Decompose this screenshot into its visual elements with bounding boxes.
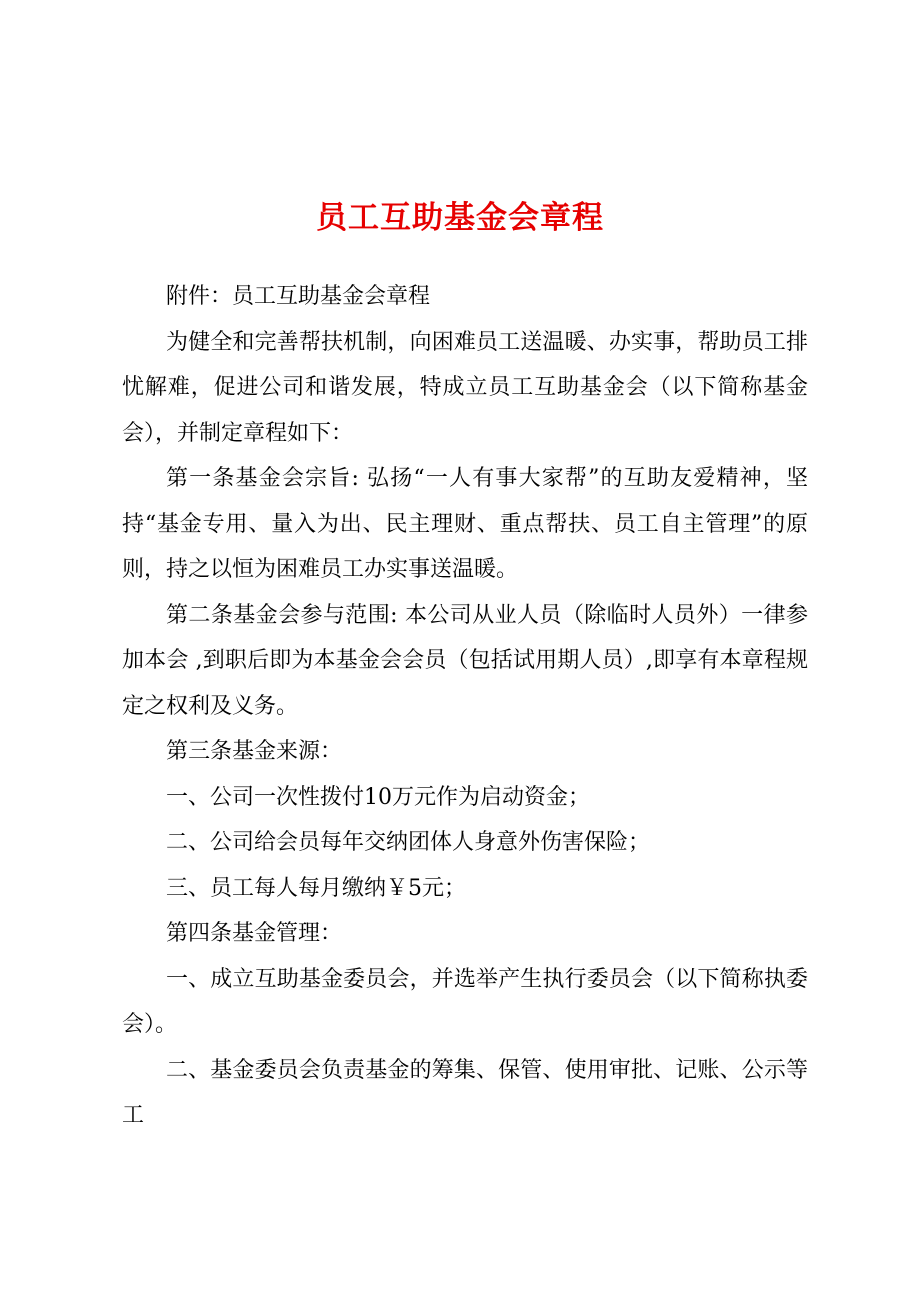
paragraph-article-2: 第二条基金会参与范围: 本公司从业人员（除临时人员外）一律参加本会 ,到职后即为本基金会会员（包括试用期人员）,即享有本章程规定之权利及义务。 [122, 602, 808, 719]
paragraph-attachment: 附件：员工互助基金会章程 [166, 284, 431, 309]
paragraph-article-3-heading: 第三条基金来源： [166, 739, 343, 764]
paragraph-article-4-item-1: 一、成立互助基金委员会，并选举产生执行委员会（以下简称执委会）。 [122, 966, 808, 1037]
paragraph-article-4-heading: 第四条基金管理： [166, 921, 343, 946]
document-body [122, 274, 808, 1139]
paragraph-intro: 为健全和完善帮扶机制，向困难员工送温暖、办实事，帮助员工排忧解难，促进公司和谐发展，特成立员工互助基金会（以下简称基金会），并制定章程如下： [122, 329, 808, 446]
paragraph-article-3-item-3: 三、员工每人每月缴纳￥5元； [166, 875, 466, 901]
paragraph-article-1: 第一条基金会宗旨: 弘扬“一人有事大家帮”的互助友爱精神，坚持“基金专用、量入为出、民主理财、重点帮扶、员工自主管理”的原则，持之以恒为困难员工办实事送温暖。 [122, 466, 808, 582]
document-title: 员工互助基金会章程 [316, 200, 604, 236]
paragraph-article-4-item-2: 二、基金委员会负责基金的筹集、保管、使用审批、记账、公示等工 [122, 1057, 808, 1128]
paragraph-article-3-item-1: 一、公司一次性拨付10万元作为启动资金； [166, 784, 590, 810]
paragraph-article-3-item-2: 二、公司给会员每年交纳团体人身意外伤害保险； [166, 830, 651, 855]
